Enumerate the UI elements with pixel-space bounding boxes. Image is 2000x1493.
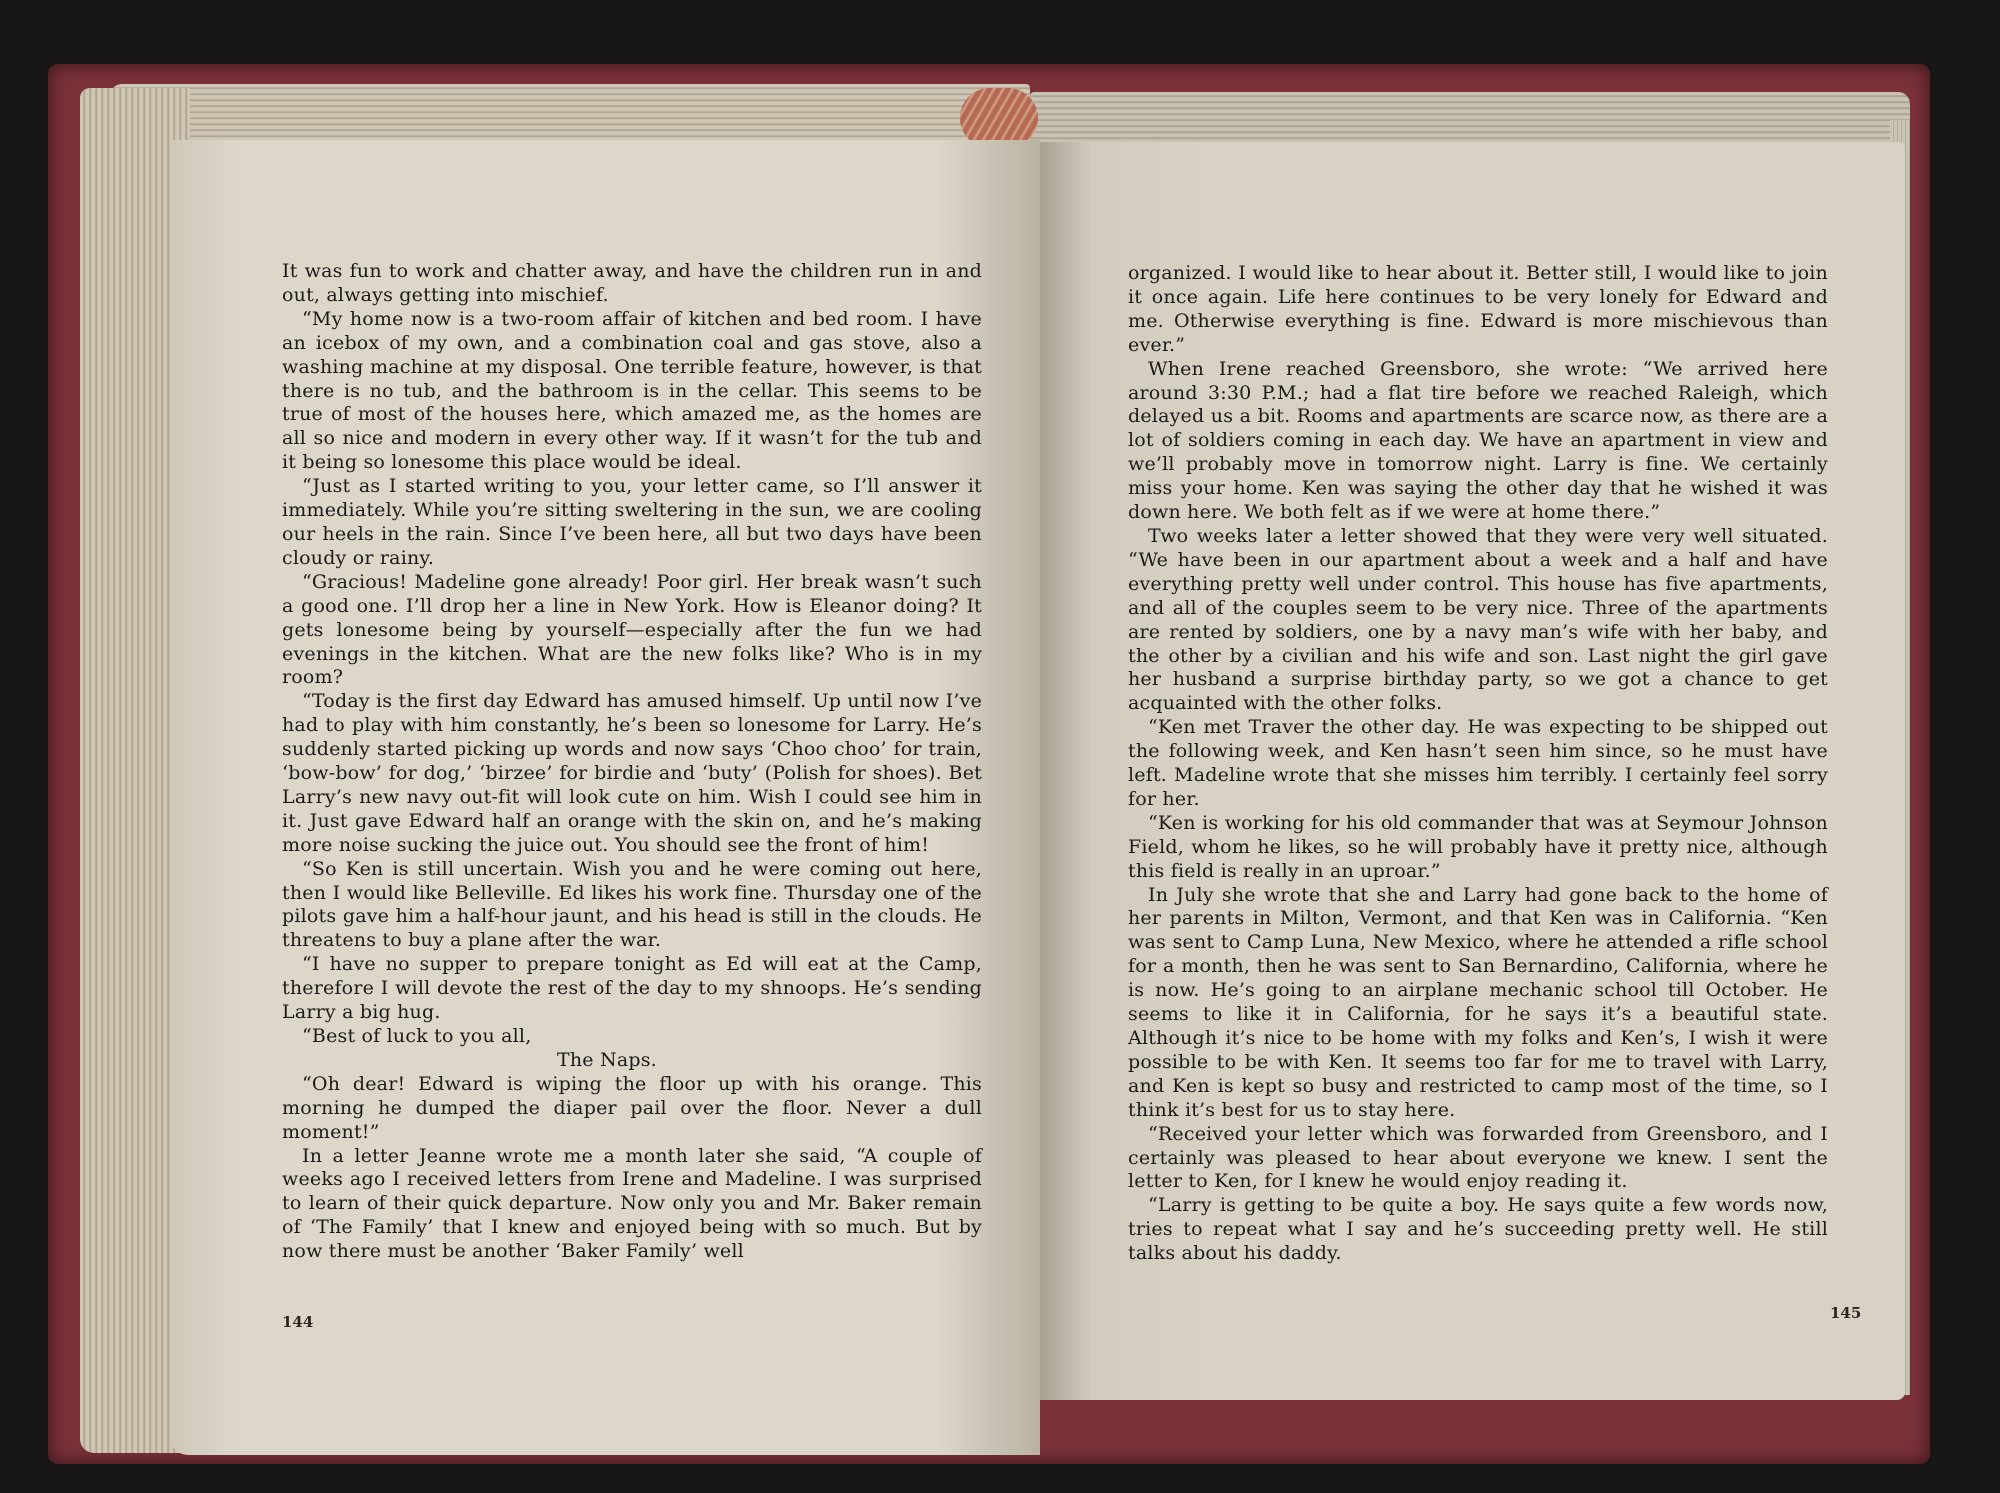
page-edges-top-left [110,84,1030,144]
page-number-left: 144 [282,1313,314,1331]
paragraph: “Ken is working for his old commander that was at Seymour Johnson Field, whom he likes, so he will probably have it pretty nice, although this field is really in an uproar.” [1128,811,1828,882]
paragraph: “My home now is a two-room affair of kitchen and bed room. I have an icebox of my own, and a combination coal and gas stove, also a washing machine at my disposal. One terrible feature, however, is that there is no tub, and the bathroom is in the cellar. This seems to be true of most of the houses here, which amazed me, as the homes are all so nice and modern in every other way. If it wasn’t for the tub and it being so lonesome this place would be ideal. [282,307,982,474]
left-page-text [282,260,982,1264]
paragraph: “Gracious! Madeline gone already! Poor girl. Her break wasn’t such a good one. I’ll drop her a line in New York. How is Eleanor doing? It gets lonesome being by yourself—especially after the fun we had evenings in the kitchen. What are the new folks like? Who is in my room? [282,570,982,689]
paragraph: “Today is the first day Edward has amused himself. Up until now I’ve had to play with him constantly, he’s been so lonesome for Larry. He’s suddenly started picking up words and now says ‘Choo choo’ for train, ‘bow-bow’ for dog,’ ‘birzee’ for birdie and ‘buty’ (Polish for shoes). Bet Larry’s new navy out-fit will look cute on him. Wish I could see him in it. Just gave Edward half an orange with the skin on, and he’s making more noise sucking the juice out. You should see the front of him! [282,690,983,856]
paragraph: Two weeks later a letter showed that they were very well situated. “We have been in our apartment about a week and a half and have everything pretty well under control. This house has five apartments, and all of the couples seem to be very nice. Three of the apartments are rented by soldiers, one by a navy man’s wife with her baby, and the other by a civilian and his wife and son. Last night the girl gave her husband a surprise birthday party, so we got a chance to get acquainted with the other folks. [1128,524,1828,715]
left-page [170,140,1040,1455]
paragraph: “Oh dear! Edward is wiping the floor up with his orange. This morning he dumped the diaper pail over the floor. Never a dull moment!” [282,1072,982,1143]
paragraph: organized. I would like to hear about it. Better still, I would like to join it once again. Life here continues to be very lonely for Edward and me. Otherwise everything is fine. Edward is more mischievous than ever.” [1128,262,1828,356]
letter-signature: The Naps. [557,1048,657,1071]
paragraph: “Larry is getting to be quite a boy. He says quite a few words now, tries to repeat what I say and he’s succeeding pretty well. He still talks about his daddy. [1128,1194,1828,1265]
paragraph: “Just as I started writing to you, your letter came, so I’ll answer it immediately. While you’re sitting sweltering in the sun, we are cooling our heels in the rain. Since I’ve been here, all but two days have been cloudy or rainy. [282,475,982,569]
paragraph: “Ken met Traver the other day. He was expecting to be shipped out the following week, and Ken hasn’t seen him since, so he must have left. Madeline wrote that she misses him terribly. I certainly feel sorry for her. [1128,716,1828,810]
right-page-text [1128,262,1828,1266]
right-page [1040,142,1905,1400]
paragraph: In a letter Jeanne wrote me a month later she said, “A couple of weeks ago I received letters from Irene and Madeline. I was surprised to learn of their quick departure. Now only you and Mr. Baker remain of ‘The Family’ that I knew and enjoyed being with so much. But by now there must be another ‘Baker Family’ well [282,1144,982,1263]
page-number-right: 145 [1830,1304,1862,1322]
paragraph: “I have no supper to prepare tonight as Ed will eat at the Camp, therefore I will devote the rest of the day to my shnoops. He’s sending Larry a big hug. [282,953,982,1024]
paragraph: “Best of luck to you all, [302,1025,532,1047]
paragraph: It was fun to work and chatter away, and have the children run in and out, always getting into mischief. [282,260,982,306]
paragraph: In July she wrote that she and Larry had gone back to the home of her parents in Milton, Vermont, and that Ken was in California. “Ken was sent to Camp Luna, New Mexico, where he attended a rifle school for a month, then he was sent to San Bernardino, California, where he is now. He’s going to an airplane mechanic school till October. He seems to like it in California, for he says it’s a beautiful state. Although it’s nice to be home with my folks and Ken’s, I wish it were possible to be with Ken. It seems too far for me to travel with Larry, and Ken is kept so busy and restricted to camp most of the time, so I think it’s best for us to stay here. [1128,883,1828,1121]
ribbon-bookmark [960,88,1038,148]
paragraph: “So Ken is still uncertain. Wish you and he were coming out here, then I would like Belleville. Ed likes his work fine. Thursday one of the pilots gave him a half-hour jaunt, and his head is still in the clouds. He threatens to buy a plane after the war. [282,857,982,952]
paragraph: When Irene reached Greensboro, she wrote: “We arrived here around 3:30 P.M.; had a flat tire before we reached Raleigh, which delayed us a bit. Rooms and apartments are scarce now, as there are a lot of soldiers coming in each day. We have an apartment in view and we’ll probably move in tomorrow night. Larry is fine. We certainly miss your home. Ken was saying the other day that he wished it was down here. We both felt as if we were at home there.” [1128,357,1828,524]
paragraph: “Received your letter which was forwarded from Greensboro, and I certainly was pleased to hear about everyone we knew. I sent the letter to Ken, for I knew he would enjoy reading it. [1128,1122,1828,1193]
